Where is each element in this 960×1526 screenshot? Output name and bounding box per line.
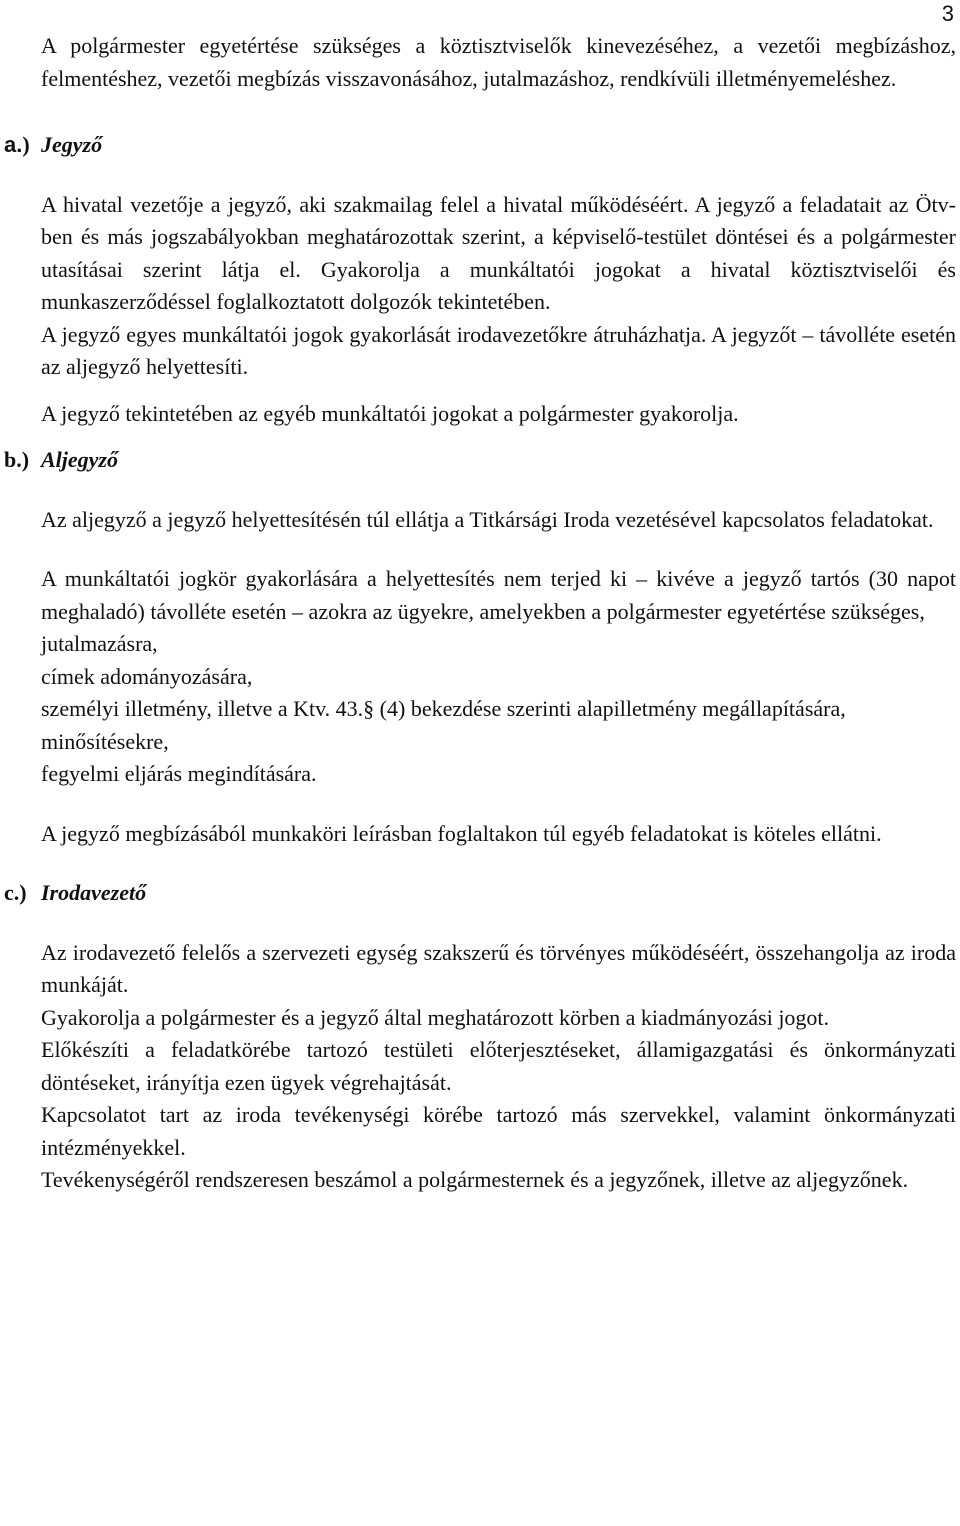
section-c-label: c.) bbox=[4, 880, 27, 905]
intro-paragraph: A polgármester egyetértése szükséges a köztisztviselők kinevezéséhez, a vezetői megbízáshoz, felmentéshez, vezetői megbízás visszavonásához, jutalmazáshoz, rendkívüli illetményemeléshez. bbox=[41, 33, 956, 91]
section-a-heading bbox=[0, 129, 960, 162]
section-c-title: Irodavezető bbox=[41, 880, 147, 905]
section-b-title: Aljegyző bbox=[41, 447, 118, 472]
list-item: minősítésekre, bbox=[41, 728, 169, 754]
list-item: fegyelmi eljárás megindítására. bbox=[41, 761, 317, 786]
section-a-title: Jegyző bbox=[41, 132, 103, 157]
list-item: címek adományozására, bbox=[41, 663, 253, 689]
section-c-paragraph: Tevékenységéről rendszeresen beszámol a polgármesternek és a jegyzőnek, illetve az aljegyzőnek. bbox=[41, 1167, 909, 1192]
section-a-paragraph: A jegyző egyes munkáltatói jogok gyakorlását irodavezetőkre átruházhatja. A jegyzőt – távolléte esetén az aljegyző helyettesíti. bbox=[41, 321, 956, 379]
section-c-paragraph: Az irodavezető felelős a szervezeti egység szakszerű és törvényes működéséért, összehangolja az iroda munkáját. bbox=[41, 939, 956, 997]
section-b-paragraph: A munkáltatói jogkör gyakorlására a helyettesítés nem terjed ki – kivéve a jegyző tartós (30 napot meghaladó) távolléte esetén – azokra az ügyekre, amelyekben a polgármester egyetértése szükséges, bbox=[41, 566, 956, 624]
section-a-paragraph: A hivatal vezetője a jegyző, aki szakmailag felel a hivatal működéséért. A jegyző a feladatait az Ötv-ben és más jogszabályokban meghatározottak szerint, a képviselő-testület döntései és a polgármester utasításai szerint látja el. Gyakorolja a munkáltatói jogokat a hivatal köztisztviselői és munkaszerződéssel foglalkoztatott dolgozók tekintetében. bbox=[41, 191, 956, 314]
section-a-label: a.) bbox=[4, 132, 30, 157]
list-item: jutalmazásra, bbox=[41, 631, 158, 656]
section-b-paragraph: Az aljegyző a jegyző helyettesítésén túl ellátja a Titkársági Iroda vezetésével kapcsolatos feladatokat. bbox=[41, 506, 934, 532]
section-b-paragraph: A jegyző megbízásából munkaköri leírásban foglaltakon túl egyéb feladatokat is köteles ellátni. bbox=[41, 820, 882, 846]
document-body bbox=[0, 30, 960, 1197]
section-c-paragraph: Gyakorolja a polgármester és a jegyző által meghatározott körben a kiadmányozási jogot. bbox=[41, 1004, 830, 1030]
section-c-paragraph: Előkészíti a feladatkörébe tartozó testületi előterjesztéseket, államigazgatási és önkormányzati döntéseket, irányítja ezen ügyek végrehajtását. bbox=[41, 1037, 956, 1095]
section-c-heading bbox=[0, 877, 960, 910]
section-b-heading bbox=[0, 444, 960, 477]
list-item: személyi illetmény, illetve a Ktv. 43.§ (4) bekezdése szerinti alapilletmény megállapítására, bbox=[41, 696, 846, 721]
section-c-paragraph: Kapcsolatot tart az iroda tevékenységi körébe tartozó más szervekkel, valamint önkormányzati intézményekkel. bbox=[41, 1102, 956, 1160]
section-b-list bbox=[0, 628, 960, 791]
section-a-paragraph: A jegyző tekintetében az egyéb munkáltatói jogokat a polgármester gyakorolja. bbox=[41, 400, 739, 426]
section-b-label: b.) bbox=[4, 447, 30, 472]
page-number: 3 bbox=[941, 1, 954, 26]
